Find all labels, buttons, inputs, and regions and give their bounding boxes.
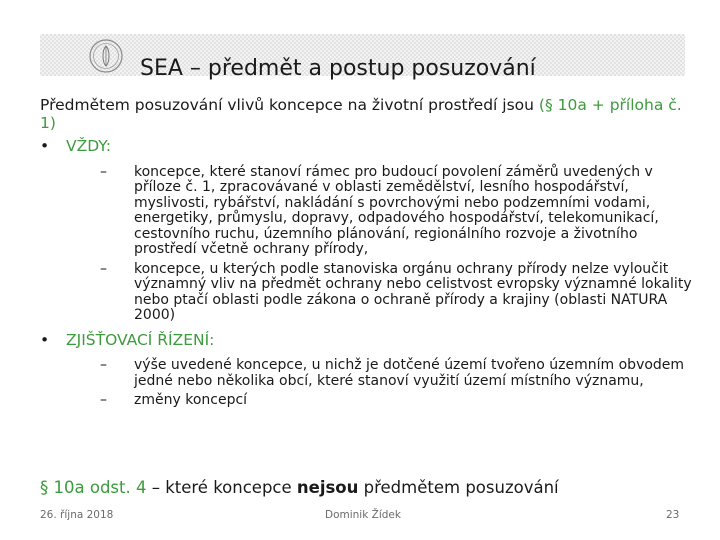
footer-date: 26. října 2018 (40, 509, 114, 521)
section-items (66, 358, 690, 409)
section-label: ZJIŠŤOVACÍ ŘÍZENÍ: (66, 330, 215, 349)
intro-text (40, 97, 690, 132)
bottom-text-rest: předmětem posuzování (358, 478, 559, 497)
list-item-text: změny koncepcí (134, 392, 248, 408)
section-always (40, 138, 690, 324)
slide-content (40, 97, 690, 413)
footer-page-number: 23 (666, 509, 680, 521)
bottom-reference: § 10a odst. 4 (40, 478, 147, 497)
list-item-text: koncepce, u kterých podle stanoviska orgánu ochrany přírody nelze vyloučit významný vliv na předmět ochrany nebo celistvost evropsky významné lokality nebo ptačí oblasti podle zákona o ochraně přírody a krajiny (oblasti NATURA 2000) (134, 260, 692, 323)
footer-author: Dominik Žídek (325, 509, 401, 521)
list-item-text: koncepce, které stanoví rámec pro budoucí povolení záměrů uvedených v příloze č. 1, zpracovávané v oblasti zemědělství, lesního hospodářství, myslivosti, rybářství, nakládání s povrchovými nebo podzemními vodami, energetiky, průmyslu, dopravy, odpadového hospodářství, telekomunikací, cestovního ruchu, územního plánování, regionálního rozvoje a životního prostředí včetně ochrany přírody, (134, 163, 659, 257)
intro-reference: (§ 10a + příloha č. 1) (40, 96, 682, 132)
intro-main: Předmětem posuzování vlivů koncepce na životní prostředí jsou (40, 96, 539, 114)
section-screening (40, 332, 690, 409)
bottom-text: – které koncepce (146, 478, 297, 497)
university-seal-icon (88, 38, 124, 74)
section-items (66, 165, 690, 324)
list-item (100, 262, 704, 324)
slide-title: SEA – předmět a postup posuzování (140, 55, 536, 81)
section-label: VŽDY: (66, 137, 111, 155)
bullet-marker: • (40, 137, 50, 155)
list-item (100, 165, 704, 258)
list-item-text: výše uvedené koncepce, u nichž je dotčené území tvořeno územním obvodem jedné nebo několika obcí, které stanoví využití území místního významu, (134, 357, 685, 389)
dash-marker: – (100, 357, 107, 373)
bullet-marker: • (40, 330, 50, 349)
dash-marker: – (100, 260, 107, 277)
slide-header (40, 34, 685, 81)
list-item (100, 358, 704, 389)
bottom-statement (40, 478, 559, 498)
dash-marker: – (100, 392, 107, 408)
list-item (100, 393, 704, 409)
dash-marker: – (100, 163, 107, 180)
bottom-emphasis: nejsou (296, 478, 359, 497)
